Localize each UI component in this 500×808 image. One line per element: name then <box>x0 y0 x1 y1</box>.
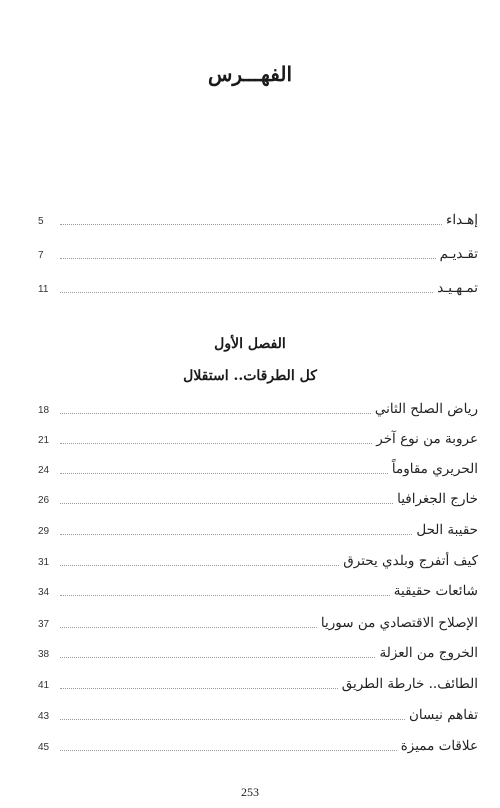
toc-entry-page: 7 <box>38 250 44 261</box>
toc-entry <box>38 426 478 448</box>
toc-leader-dots <box>60 718 405 720</box>
page-title: الفهـــرس <box>207 62 292 86</box>
toc-leader-dots <box>60 594 390 596</box>
toc-entry-page: 41 <box>38 680 50 691</box>
toc-entry <box>38 517 478 539</box>
toc-entry-page: 24 <box>38 465 50 476</box>
toc-leader-dots <box>60 472 388 474</box>
toc-entry <box>38 733 478 755</box>
toc-leader-dots <box>60 257 436 259</box>
toc-leader-dots <box>60 656 375 658</box>
toc-leader-dots <box>60 412 371 414</box>
toc-entry-page: 37 <box>38 619 50 630</box>
toc-entry-page: 26 <box>38 495 50 506</box>
toc-entry-page: 21 <box>38 435 50 446</box>
toc-leader-dots <box>60 749 397 751</box>
toc-entry-page: 34 <box>38 587 50 598</box>
toc-entry <box>38 456 478 478</box>
toc-entry-page: 18 <box>38 405 50 416</box>
toc-leader-dots <box>60 442 372 444</box>
toc-entry-label: رياض الصلح الثاني <box>374 401 478 417</box>
page-number: 253 <box>241 785 259 799</box>
toc-entry-page: 38 <box>38 649 50 660</box>
toc-entry <box>38 578 478 600</box>
toc-entry-label: حقيبة الحل <box>416 522 478 538</box>
toc-entry-label: عروبة من نوع آخر <box>376 431 478 447</box>
toc-entry-label: خارج الجغرافيا <box>397 491 478 507</box>
toc-entry-label: كيف أتفرج وبلدي يحترق <box>343 553 478 569</box>
toc-entry <box>38 207 478 229</box>
toc-entry-label: الطائف.. خارطة الطريق <box>341 676 478 692</box>
toc-entry-label: شائعات حقيقية <box>393 583 478 599</box>
toc-entry <box>38 702 478 724</box>
toc-leader-dots <box>60 533 412 535</box>
toc-entry <box>38 671 478 693</box>
toc-entry-page: 43 <box>38 711 50 722</box>
toc-entry-label: علاقات مميزة <box>400 738 478 754</box>
chapter-subheading: كل الطرقات.. استقلال <box>183 368 317 384</box>
toc-entry-label: الخروج من العزلة <box>379 645 478 661</box>
toc-entry-page: 31 <box>38 557 50 568</box>
toc-leader-dots <box>60 291 433 293</box>
toc-entry-label: إهـداء <box>445 212 478 228</box>
toc-entry <box>38 241 478 263</box>
chapter-heading: الفصل الأول <box>214 336 286 352</box>
toc-leader-dots <box>60 626 317 628</box>
toc-entry-label: تمـهـيـد <box>437 280 478 296</box>
toc-entry <box>38 610 478 632</box>
toc-entry-label: تقـديـم <box>439 246 478 262</box>
toc-entry <box>38 275 478 297</box>
toc-entry <box>38 548 478 570</box>
toc-entry-page: 11 <box>38 284 49 295</box>
toc-leader-dots <box>60 223 442 225</box>
toc-entry-label: الإصلاح الاقتصادي من سوريا <box>320 615 478 631</box>
toc-entry-label: تفاهم نيسان <box>409 707 478 723</box>
toc-leader-dots <box>60 564 339 566</box>
toc-entry-page: 5 <box>38 216 44 227</box>
toc-entry-page: 29 <box>38 526 50 537</box>
toc-entry <box>38 486 478 508</box>
toc-entry-label: الحريري مقاوماً <box>391 461 478 477</box>
toc-entry <box>38 396 478 418</box>
toc-leader-dots <box>60 687 338 689</box>
toc-entry <box>38 640 478 662</box>
toc-leader-dots <box>60 502 393 504</box>
toc-entry-page: 45 <box>38 742 50 753</box>
